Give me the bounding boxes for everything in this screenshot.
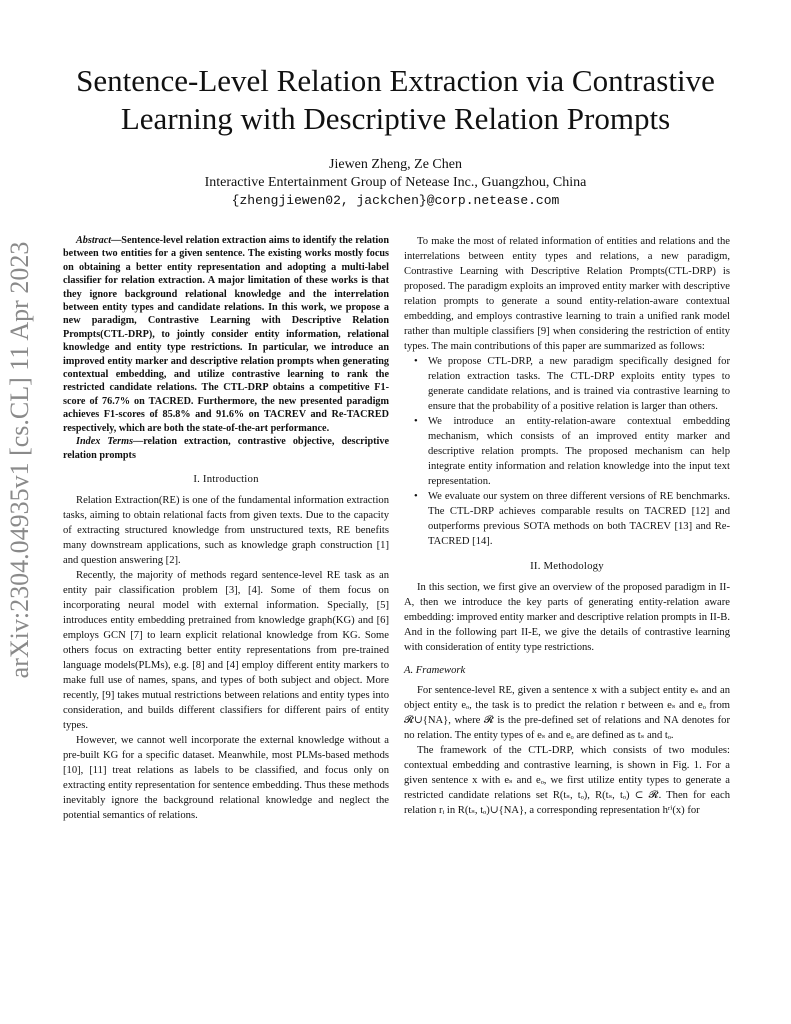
intro-paragraph-3: However, we cannot well incorporate the external knowledge without a pre-built KG for a specific dataset. Meanwhile, most PLMs-based methods [10], [11] treat relations as labels to be classified, and focus only on extracting entity representation for sentence embedding. Thus these methods inevitably ignore the background relational knowledge and neglect the potential semantics of relations. (63, 734, 389, 821)
bullet-icon: • (414, 416, 418, 427)
contributions-intro: To make the most of related information of entities and relations and the interrelations between entity types and relations, a new paradigm, Contrastive Learning with Descriptive Relation Prompts(CTL-DRP) is proposed. The paradigm exploits an improved entity marker with descriptive relation prompts to generate a sound entity-relation-aware contextual embedding, and employs contrastive learning to train a unified rank model rather than multiple classifiers [9] when considering the restriction of entity types. The main contributions of this paper are summarized as follows: (404, 236, 730, 352)
left-column (63, 234, 389, 823)
section-heading-introduction: I. Introduction (193, 472, 259, 485)
abstract-label: Abstract (76, 235, 112, 246)
index-terms-label: Index Terms (76, 436, 134, 448)
abstract (63, 234, 389, 435)
methodology-intro: In this section, we first give an overview of the proposed paradigm in II-A, then we introduce the key parts of generating entity-relation aware embedding: improved entity marker and descriptive relation prompts in II-B. And in the following part II-E, we give the details of contrastive learning with consideration of entity type restrictions. (404, 582, 730, 653)
framework-paragraph-1: For sentence-level RE, given a sentence x with a subject entity eₛ and an object entity eₒ, the task is to predict the relation r between eₛ and eₒ from 𝓡∪{NA}, where 𝓡 is the pre-defined set of relations and NA denotes for no relation. The entity types of eₛ and eₒ are defined as tₛ and tₒ. (404, 685, 730, 741)
paper-title: Sentence-Level Relation Extraction via Contrastive Learning with Descriptive Relation Prompts (76, 63, 715, 136)
framework-paragraph-2: The framework of the CTL-DRP, which consists of two modules: contextual embedding and contrastive learning, is shown in Fig. 1. For a given sentence x with eₛ and eₒ, we first utilize entity types to generate a restricted candidate relations set R(tₛ, tₒ), R(tₛ, tₒ) ⊂ 𝓡. Then for each relation rᵢ in R(tₛ, tₒ)∪{NA}, a corresponding representation hʳⁱ(x) for (404, 745, 730, 816)
email: {zhengjiewen02, jackchen}@corp.netease.com (231, 193, 560, 208)
intro-paragraph-2: Recently, the majority of methods regard sentence-level RE task as an entity pair classification problem [3], [4]. Some of them focus on incorporating neural model with external information. Specially, [5] introduces entity embedding pretrained from knowledge graph(KG) and [6] employs GCN [7] to learn explicit relational knowledge from KG. Some others focus on extracting better entity representations from pre-trained language models(PLMs), e.g. [8] and [4] employ different entity markers to make full use of names, spans, and types of both subject and object. More recently, [9] takes mutual restrictions between relations and entity types into consideration, and builds different classifiers for different pairs of entity types. (63, 569, 389, 731)
index-terms-text: —relation extraction, contrastive objective, descriptive relation prompts (63, 436, 389, 461)
authors: Jiewen Zheng, Ze Chen (329, 157, 462, 172)
section-heading-methodology: II. Methodology (530, 560, 604, 572)
abstract-text: —Sentence-level relation extraction aims to identify the relation between two entities for a given sentence. The existing works mostly focus on obtaining a better entity representation and adopting a multi-label classifier for relation extraction. A major limitation of these works is that they ignore background relational knowledge and the interrelation between entity types and candidate relations. In this work, we propose a new paradigm, Contrastive Learning with Descriptive Relation Prompts(CTL-DRP), to jointly consider entity information, relational knowledge and entity type restrictions. In particular, we introduce an improved entity marker and descriptive relation prompts when generating contextual embedding, and utilize contrastive learning to rank the restricted candidate relations. The CTL-DRP obtains a competitive F1-score of 76.7% on TACRED. Furthermore, the new presented paradigm achieves F1-scores of 85.8% and 91.6% on TACREV and Re-TACRED respectively, which are both the state-of-the-art performance. (63, 235, 389, 434)
index-terms (63, 435, 389, 462)
subsection-heading-framework: A. Framework (404, 665, 466, 676)
affiliation: Interactive Entertainment Group of Netease Inc., Guangzhou, China (204, 175, 587, 190)
list-item: • We introduce an entity-relation-aware contextual embedding mechanism, which consists of an improved entity marker and descriptive relation prompts. The proposed mechanism can help integrate entity information and relation knowledge into the input text representation. (414, 416, 730, 487)
contributions-list (404, 354, 730, 549)
bullet-icon: • (414, 491, 418, 502)
bullet-icon: • (414, 356, 418, 367)
arxiv-stamp: arXiv:2304.04935v1 [cs.CL] 11 Apr 2023 (5, 241, 34, 679)
right-column (404, 234, 730, 818)
list-item: • We evaluate our system on three different versions of RE benchmarks. The CTL-DRP achieves comparable results on TACRED [12] and outperforms previous SOTA methods on both TACREV [13] and Re-TACRED [14]. (414, 491, 730, 547)
intro-paragraph-1: Relation Extraction(RE) is one of the fundamental information extraction tasks, aiming to obtain relational facts from given texts. Due to the capacity of extracting structured knowledge from unstructured texts, RE benefits many downstream applications, such as knowledge graph construction [1] and question answering [2]. (63, 494, 389, 566)
list-item: • We propose CTL-DRP, a new paradigm specifically designed for relation extraction tasks. The CTL-DRP exploits entity types to generate candidate relations, and is trained via contrastive learning to ensure that the probability of a positive relation is larger than others. (414, 356, 730, 412)
